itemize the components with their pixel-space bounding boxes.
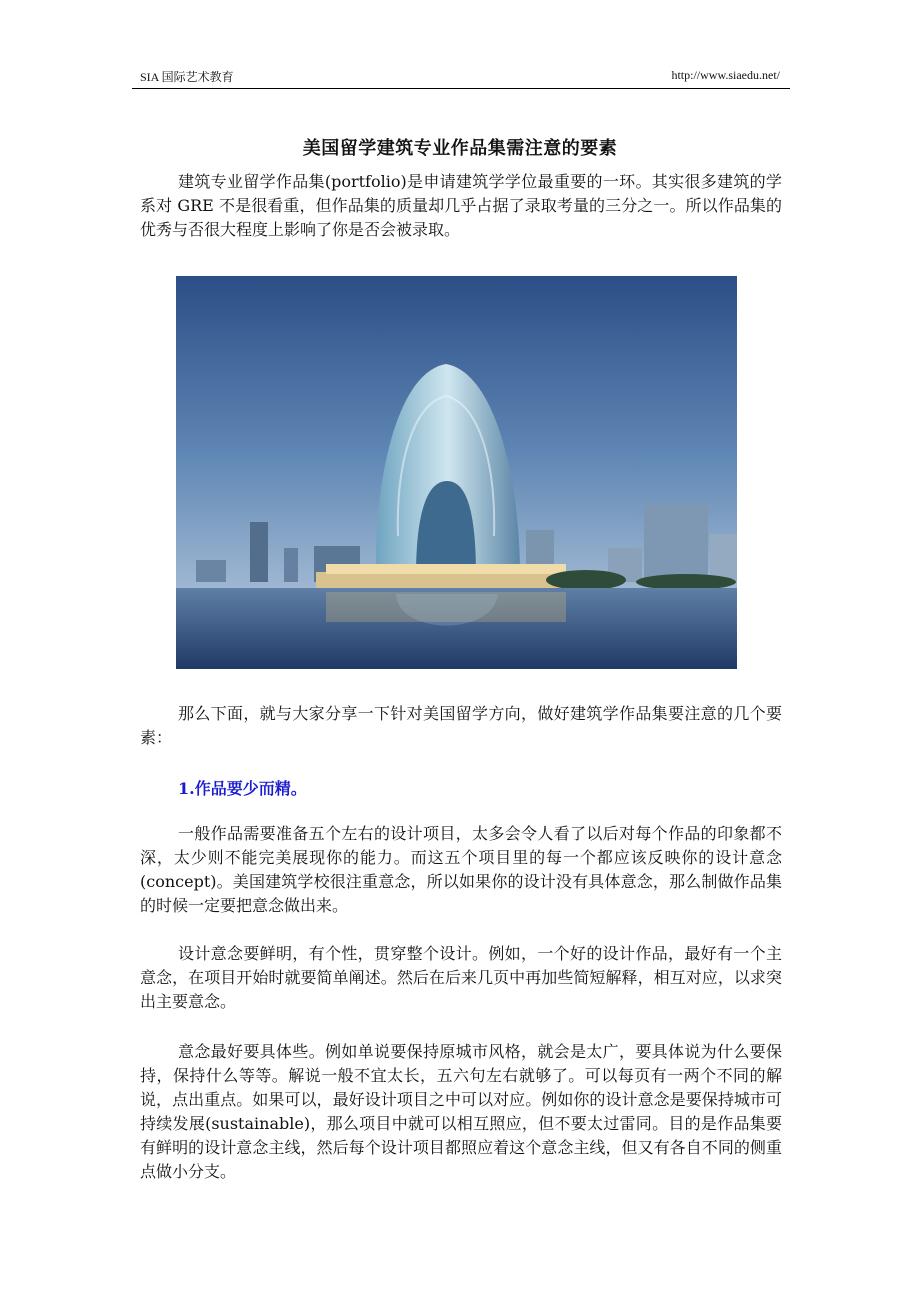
page-header [132,66,790,89]
lead-paragraph: 那么下面，就与大家分享一下针对美国留学方向，做好建筑学作品集要注意的几个要素： [140,704,782,747]
building-photo [176,276,737,669]
body-paragraph-1: 一般作品需要准备五个左右的设计项目，太多会令人看了以后对每个作品的印象都不深，太少则不能完美展现你的能力。而这五个项目里的每一个都应该反映你的设计意念(concept)。美国建筑学校很注重意念，所以如果你的设计没有具体意念，那么制做作品集的时候一定要把意念做出来。 [140,824,782,915]
body-paragraph-3: 意念最好要具体些。例如单说要保持原城市风格，就会是太广，要具体说为什么要保持，保持什么等等。解说一般不宜太长，五六句左右就够了。可以每页有一两个不同的解说，点出重点。如果可以，最好设计项目之中可以对应。例如你的设计意念是要保持城市可持续发展(sustainable)，那么项目中就可以相互照应，但不要太过雷同。目的是作品集要有鲜明的设计意念主线，然后每个设计项目都照应着这个意念主线，但又有各自不同的侧重点做小分支。 [140,1042,782,1181]
page-title: 美国留学建筑专业作品集需注意的要素 [302,138,618,159]
intro-paragraph: 建筑专业留学作品集(portfolio)是申请建筑学学位最重要的一环。其实很多建筑的学系对 GRE 不是很看重，但作品集的质量却几乎占据了录取考量的三分之一。所以作品集的优秀与否很大程度上影响了你是否会被录取。 [140,172,782,239]
body-paragraph-2: 设计意念要鲜明，有个性，贯穿整个设计。例如，一个好的设计作品，最好有一个主意念，在项目开始时就要简单阐述。然后在后来几页中再加些简短解释，相互对应，以求突出主要意念。 [140,944,782,1011]
header-url[interactable]: http://www.siaedu.net/ [671,68,780,82]
header-brand: SIA 国际艺术教育 [140,70,234,84]
section-heading-1: 1.作品要少而精。 [178,779,307,798]
